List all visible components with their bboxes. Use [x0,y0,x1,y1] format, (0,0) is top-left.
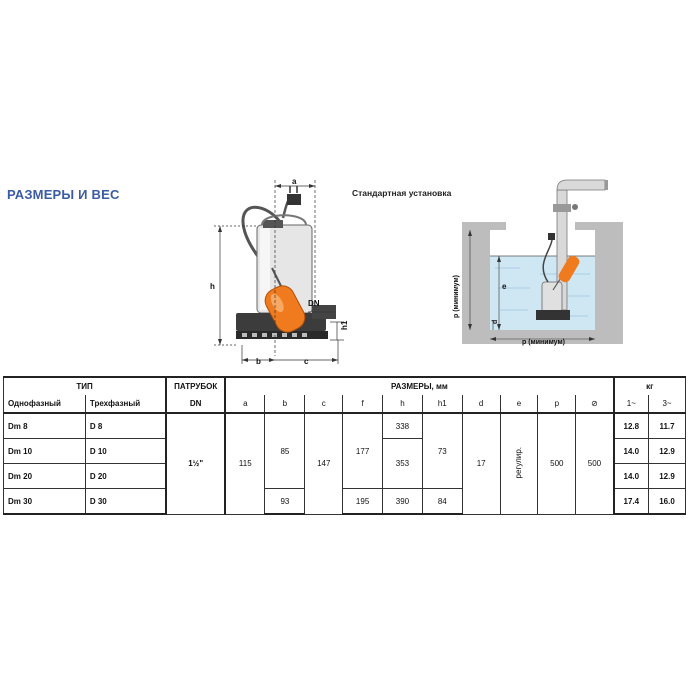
dim-label-a: a [292,177,297,186]
col-h1-header: h1 [422,395,462,413]
single-phase-header: Однофазный [4,395,86,413]
model-single: Dm 30 [4,489,86,515]
e-value [500,413,538,514]
page-title: РАЗМЕРЫ И ВЕС [7,187,120,202]
diameter-value: 500 [576,413,614,514]
model-single: Dm 10 [4,439,86,464]
weight-1ph: 12.8 [614,413,649,439]
dn-header: DN [166,395,225,413]
weight-3ph: 11.7 [649,413,686,439]
col-d-header: d [462,395,500,413]
dn-value: 1½" [166,413,225,514]
weight-header: кг [614,377,686,395]
weight-3ph-header: 3~ [649,395,686,413]
installation-caption: Стандартная установка [352,188,452,198]
b-value: 93 [265,489,305,515]
dim-label-b: b [256,357,261,366]
model-three: D 8 [85,413,166,439]
h1-value: 73 [422,413,462,489]
e-value-text: регулир. [514,447,524,479]
dim-label-dn: DN [308,299,320,308]
three-phase-header: Трехфазный [85,395,166,413]
col-h-header: h [383,395,423,413]
weight-1ph: 17.4 [614,489,649,515]
dim-label-h: h [210,282,215,291]
weight-3ph: 16.0 [649,489,686,515]
b-value: 85 [265,413,305,489]
h-value: 338 [383,413,423,439]
col-diameter-header: ⊘ [576,395,614,413]
c-value: 147 [305,413,343,514]
d-value: 17 [462,413,500,514]
dim-label-e: e [502,282,507,291]
f-value: 177 [343,413,383,489]
f-value: 195 [343,489,383,515]
col-c-header: c [305,395,343,413]
col-a-header: a [225,395,265,413]
h-value: 390 [383,489,423,515]
dim-label-p-vertical: p (минимум) [453,275,460,318]
col-e-header: e [500,395,538,413]
col-b-header: b [265,395,305,413]
weight-1ph: 14.0 [614,464,649,489]
dim-label-d: d [492,319,499,324]
dim-label-h1: h1 [340,320,349,330]
model-three: D 30 [85,489,166,515]
spec-table [3,376,686,515]
h1-value: 84 [422,489,462,515]
a-value: 115 [225,413,265,514]
pump-drawing [214,180,344,364]
port-header: ПАТРУБОК [166,377,225,395]
dim-label-p-horizontal: p (минимум) [522,339,565,346]
installation-drawing [462,180,623,344]
model-single: Dm 20 [4,464,86,489]
p-value: 500 [538,413,576,514]
col-f-header: f [343,395,383,413]
weight-3ph: 12.9 [649,464,686,489]
dimensions-header: РАЗМЕРЫ, мм [225,377,613,395]
h-value: 353 [383,439,423,489]
weight-1ph-header: 1~ [614,395,649,413]
table-row [4,413,686,439]
model-three: D 10 [85,439,166,464]
type-header: ТИП [4,377,167,395]
model-single: Dm 8 [4,413,86,439]
dim-label-c: c [304,357,309,366]
weight-3ph: 12.9 [649,439,686,464]
col-p-header: p [538,395,576,413]
model-three: D 20 [85,464,166,489]
weight-1ph: 14.0 [614,439,649,464]
